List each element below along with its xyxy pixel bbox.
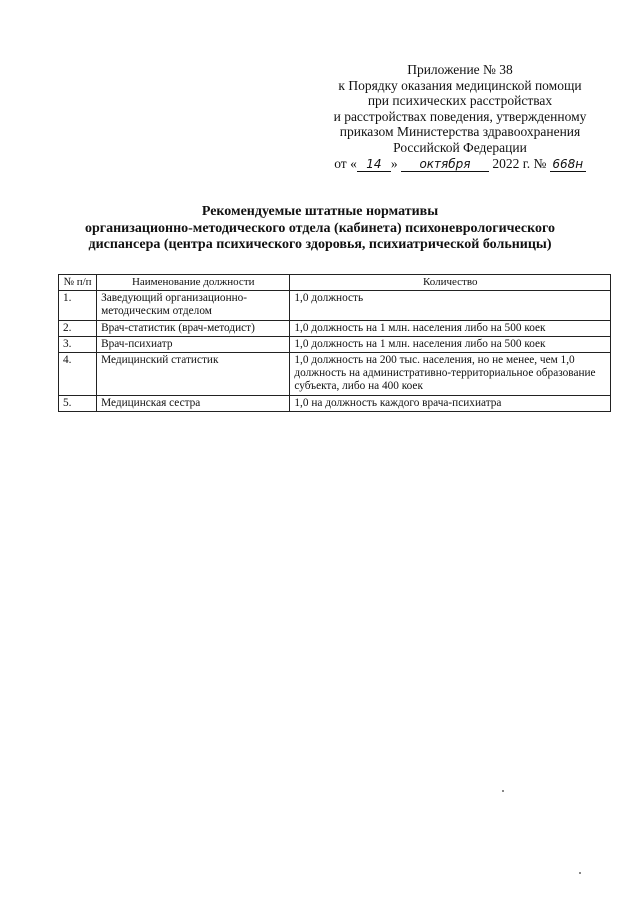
row-quantity: 1,0 должность на 200 тыс. населения, но не менее, чем 1,0 должность на административно-территориальное образование субъекта, либо на 400 коек — [290, 353, 611, 396]
appendix-line: Приложение № 38 — [407, 62, 513, 77]
row-number: 3. — [59, 336, 97, 352]
title-line: организационно-методического отдела (кабинета) психоневрологического — [84, 220, 556, 236]
table-header-row — [59, 275, 611, 291]
scan-speck — [579, 872, 581, 874]
row-quantity: 1,0 должность на 1 млн. населения либо на 500 коек — [290, 336, 611, 352]
quote-close: » — [390, 155, 398, 171]
header-position: Наименование должности — [97, 275, 290, 291]
row-position: Врач-статистик (врач-методист) — [97, 320, 290, 336]
row-number: 4. — [59, 353, 97, 396]
row-position: Медицинская сестра — [97, 395, 290, 411]
order-date-line — [300, 156, 620, 172]
table-row — [59, 353, 611, 396]
appendix-line: при психических расстройствах — [367, 93, 553, 109]
staffing-table — [58, 274, 611, 412]
title-line: диспансера (центра психического здоровья, психиатрической больницы) — [88, 237, 552, 252]
row-quantity: 1,0 должность — [290, 291, 611, 320]
appendix-line: и расстройствах поведения, утвержденному — [333, 108, 587, 124]
handwritten-order-number: 668н — [550, 158, 586, 172]
document-title — [40, 204, 600, 254]
appendix-line: Российской Федерации — [393, 139, 527, 155]
row-position: Заведующий организационно-методическим отделом — [97, 291, 290, 320]
handwritten-day: 14 — [357, 158, 391, 172]
appendix-line: приказом Министерства здравоохранения — [339, 124, 581, 140]
table-row — [59, 395, 611, 411]
title-line: Рекомендуемые штатные нормативы — [201, 204, 439, 219]
handwritten-month: октября — [401, 158, 489, 172]
row-number: 5. — [59, 395, 97, 411]
table-row — [59, 291, 611, 320]
header-quantity: Количество — [290, 275, 611, 291]
row-position: Медицинский статистик — [97, 353, 290, 396]
row-quantity: 1,0 должность на 1 млн. населения либо на 500 коек — [290, 320, 611, 336]
scan-speck — [502, 790, 504, 792]
row-quantity: 1,0 на должность каждого врача-психиатра — [290, 395, 611, 411]
row-number: 2. — [59, 320, 97, 336]
table-row — [59, 320, 611, 336]
date-prefix: от « — [334, 155, 357, 171]
appendix-line: к Порядку оказания медицинской помощи — [338, 77, 582, 93]
row-number: 1. — [59, 291, 97, 320]
row-position: Врач-психиатр — [97, 336, 290, 352]
year-text: 2022 г. № — [492, 155, 547, 171]
header-number: № п/п — [59, 275, 97, 291]
appendix-header — [300, 62, 620, 172]
table-row — [59, 336, 611, 352]
